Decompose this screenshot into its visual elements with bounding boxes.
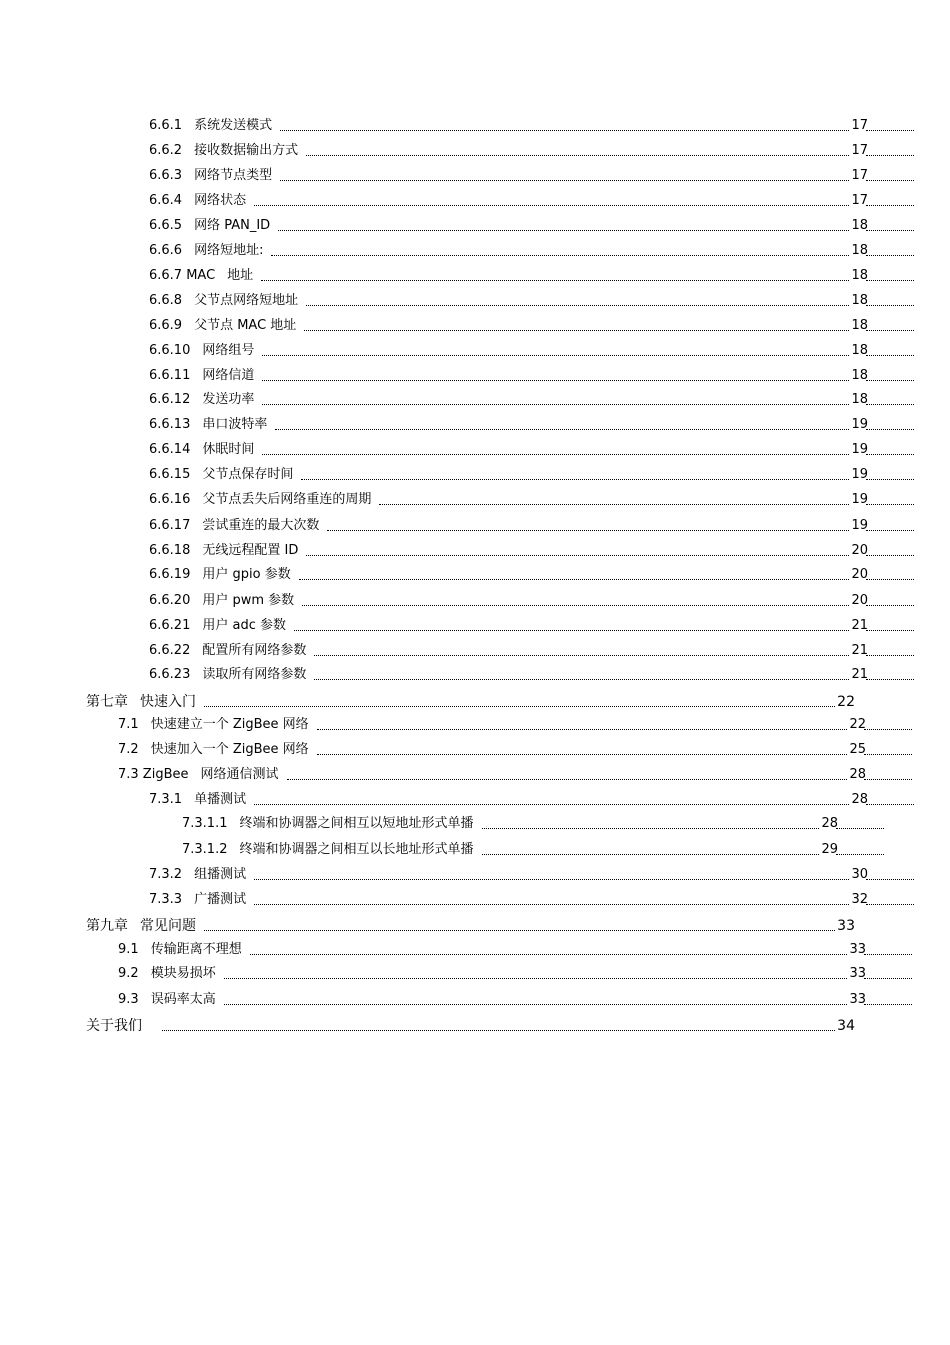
toc-entry-page: 33: [849, 966, 866, 981]
dot-leader: [224, 992, 848, 1005]
dot-leader: [262, 392, 849, 405]
toc-entry[interactable]: [149, 139, 914, 159]
dot-leader: [302, 593, 849, 606]
toc-entry[interactable]: [118, 962, 912, 982]
dot-leader-tail: [866, 593, 914, 606]
toc-entry[interactable]: [149, 463, 914, 483]
dot-leader: [379, 492, 849, 505]
toc-entry-number: 6.6.23: [149, 667, 191, 682]
toc-entry-title: 发送功率: [202, 392, 255, 407]
toc-entry[interactable]: [149, 413, 914, 433]
toc-entry-page: 18: [851, 243, 868, 258]
toc-entry[interactable]: [149, 364, 914, 384]
toc-entry-number: 9.3: [118, 992, 139, 1007]
dot-leader: [262, 368, 849, 381]
toc-entry[interactable]: [149, 614, 914, 634]
toc-entry-title: 父节点网络短地址: [194, 293, 299, 308]
toc-entry-page: 30: [851, 867, 868, 882]
toc-entry[interactable]: [149, 264, 914, 284]
toc-entry-number: 6.6.22: [149, 643, 191, 658]
dot-leader-tail: [864, 717, 912, 730]
toc-entry-page: 19: [851, 442, 868, 457]
toc-entry-title: 系统发送模式: [194, 118, 273, 133]
dot-leader: [314, 667, 849, 680]
dot-leader-tail: [866, 193, 914, 206]
dot-leader-tail: [866, 667, 914, 680]
dot-leader: [317, 742, 848, 755]
dot-leader-tail: [866, 567, 914, 580]
toc-entry-page: 21: [851, 618, 868, 633]
toc-entry-title: 地址: [227, 268, 254, 283]
toc-entry[interactable]: [149, 888, 914, 908]
dot-leader-tail: [864, 992, 912, 1005]
dot-leader-tail: [866, 417, 914, 430]
toc-entry[interactable]: [86, 1014, 855, 1034]
dot-leader: [301, 467, 849, 480]
toc-entry-page: 19: [851, 467, 868, 482]
dot-leader-tail: [866, 293, 914, 306]
toc-entry[interactable]: [149, 639, 914, 659]
toc-entry-title: 无线远程配置 ID: [202, 543, 299, 558]
toc-entry-title: 网络 PAN_ID: [194, 218, 271, 233]
toc-entry[interactable]: [149, 788, 914, 808]
dot-leader-tail: [836, 842, 884, 855]
toc-entry-page: 17: [851, 168, 868, 183]
toc-entry-number: 6.6.14: [149, 442, 191, 457]
toc-entry-title: 传输距离不理想: [150, 942, 242, 957]
toc-entry-page: 17: [851, 193, 868, 208]
dot-leader-tail: [866, 343, 914, 356]
toc-entry-number: 6.6.21: [149, 618, 191, 633]
toc-entry-title: 误码率太高: [150, 992, 216, 1007]
dot-leader-tail: [866, 218, 914, 231]
dot-leader: [314, 643, 849, 656]
toc-entry-page: 34: [837, 1018, 855, 1034]
toc-entry-title: 尝试重连的最大次数: [202, 518, 320, 533]
dot-leader-tail: [866, 618, 914, 631]
toc-entry-title: 网络组号: [202, 343, 255, 358]
toc-entry-title: 终端和协调器之间相互以长地址形式单播: [239, 842, 474, 857]
dot-leader-tail: [866, 392, 914, 405]
toc-entry-title: 快速加入一个 ZigBee 网络: [150, 742, 309, 757]
dot-leader: [482, 842, 820, 855]
dot-leader: [254, 792, 849, 805]
toc-entry-page: 33: [849, 992, 866, 1007]
toc-entry-page: 17: [851, 118, 868, 133]
toc-entry[interactable]: [149, 488, 914, 508]
toc-entry-page: 28: [821, 816, 838, 831]
toc-entry-page: 25: [849, 742, 866, 757]
toc-entry-page: 33: [849, 942, 866, 957]
toc-entry-title: 读取所有网络参数: [202, 667, 307, 682]
dot-leader-tail: [864, 966, 912, 979]
toc-entry-page: 28: [849, 767, 866, 782]
dot-leader-tail: [866, 543, 914, 556]
toc-entry-number: 6.6.13: [149, 417, 191, 432]
toc-entry-page: 18: [851, 343, 868, 358]
toc-entry-page: 18: [851, 268, 868, 283]
toc-entry[interactable]: [149, 539, 914, 559]
dot-leader-tail: [866, 492, 914, 505]
toc-entry-title: 配置所有网络参数: [202, 643, 307, 658]
toc-entry-number: 6.6.10: [149, 343, 191, 358]
dot-leader-tail: [866, 518, 914, 531]
toc-entry-title: 用户 adc 参数: [202, 618, 286, 633]
dot-leader: [299, 567, 850, 580]
toc-entry-page: 21: [851, 667, 868, 682]
toc-entry-number: 6.6.7 MAC: [149, 268, 216, 283]
dot-leader-tail: [864, 742, 912, 755]
toc-entry[interactable]: [118, 738, 912, 758]
dot-leader: [204, 694, 835, 707]
toc-entry-number: 6.6.8: [149, 293, 183, 308]
dot-leader: [254, 867, 849, 880]
dot-leader: [306, 293, 849, 306]
toc-entry-number: 第九章: [86, 918, 128, 934]
toc-entry-page: 18: [851, 368, 868, 383]
dot-leader-tail: [866, 243, 914, 256]
toc-entry-number: 6.6.3: [149, 168, 183, 183]
dot-leader: [250, 942, 848, 955]
toc-entry-number: 6.6.18: [149, 543, 191, 558]
dot-leader-tail: [836, 816, 884, 829]
dot-leader-tail: [866, 318, 914, 331]
toc-entry-page: 19: [851, 518, 868, 533]
toc-entry[interactable]: [86, 690, 855, 710]
toc-entry-title: 用户 pwm 参数: [202, 593, 295, 608]
dot-leader: [254, 193, 849, 206]
dot-leader: [294, 618, 849, 631]
toc-entry-page: 29: [821, 842, 838, 857]
toc-entry[interactable]: [182, 812, 884, 832]
dot-leader: [306, 543, 849, 556]
toc-entry-number: 7.3 ZigBee: [118, 767, 189, 782]
toc-entry-page: 32: [851, 892, 868, 907]
dot-leader-tail: [866, 643, 914, 656]
dot-leader: [280, 118, 849, 131]
toc-entry-number: 6.6.4: [149, 193, 183, 208]
dot-leader: [275, 417, 849, 430]
toc-entry[interactable]: [149, 114, 914, 134]
toc-entry-number: 6.6.12: [149, 392, 191, 407]
toc-entry-title: 用户 gpio 参数: [202, 567, 291, 582]
toc-entry-page: 22: [837, 694, 855, 710]
toc-entry-page: 33: [837, 918, 855, 934]
toc-entry[interactable]: [149, 563, 914, 583]
toc-entry-number: 9.2: [118, 966, 139, 981]
toc-entry-title: 组播测试: [194, 867, 247, 882]
toc-entry-number: 6.6.5: [149, 218, 183, 233]
toc-entry[interactable]: [149, 339, 914, 359]
dot-leader-tail: [866, 168, 914, 181]
toc-entry-page: 28: [851, 792, 868, 807]
dot-leader-tail: [866, 268, 914, 281]
toc-entry[interactable]: [149, 589, 914, 609]
toc-entry-page: 18: [851, 318, 868, 333]
toc-entry-number: 7.1: [118, 717, 139, 732]
toc-entry-page: 18: [851, 293, 868, 308]
toc-entry[interactable]: [149, 189, 914, 209]
toc-entry-title: 快速建立一个 ZigBee 网络: [150, 717, 309, 732]
toc-entry-number: 6.6.16: [149, 492, 191, 507]
toc-entry[interactable]: [149, 314, 914, 334]
toc-entry-number: 6.6.19: [149, 567, 191, 582]
toc-entry-number: 7.3.1.2: [182, 842, 228, 857]
dot-leader: [304, 318, 849, 331]
toc-entry-number: 7.3.2: [149, 867, 183, 882]
toc-entry-page: 18: [851, 218, 868, 233]
toc-entry-number: 6.6.11: [149, 368, 191, 383]
toc-entry[interactable]: [149, 289, 914, 309]
dot-leader: [271, 243, 849, 256]
toc-entry-number: 6.6.15: [149, 467, 191, 482]
toc-entry[interactable]: [149, 239, 914, 259]
toc-entry-number: 7.2: [118, 742, 139, 757]
toc-entry-number: 第七章: [86, 694, 128, 710]
dot-leader: [261, 268, 849, 281]
toc-entry-title: 单播测试: [194, 792, 247, 807]
dot-leader-tail: [866, 118, 914, 131]
dot-leader: [224, 966, 848, 979]
dot-leader: [287, 767, 848, 780]
toc-entry-title: 父节点 MAC 地址: [194, 318, 297, 333]
toc-entry[interactable]: [149, 438, 914, 458]
toc-entry-number: 7.3.3: [149, 892, 183, 907]
toc-entry-title: 常见问题: [140, 918, 196, 934]
toc-entry-page: 21: [851, 643, 868, 658]
toc-entry-number: 6.6.1: [149, 118, 183, 133]
dot-leader: [254, 892, 849, 905]
toc-entry[interactable]: [118, 713, 912, 733]
toc-entry-page: 20: [851, 593, 868, 608]
toc-entry-page: 19: [851, 492, 868, 507]
toc-entry[interactable]: [149, 164, 914, 184]
dot-leader: [204, 918, 835, 931]
toc-entry-number: 9.1: [118, 942, 139, 957]
toc-entry-title: 网络信道: [202, 368, 255, 383]
toc-entry-title: 终端和协调器之间相互以短地址形式单播: [239, 816, 474, 831]
toc-entry[interactable]: [118, 988, 912, 1008]
toc-entry-number: 7.3.1: [149, 792, 183, 807]
toc-entry-title: 广播测试: [194, 892, 247, 907]
toc-entry-title: 快速入门: [140, 694, 196, 710]
dot-leader: [317, 717, 848, 730]
toc-entry-page: 18: [851, 392, 868, 407]
toc-entry-number: 关于我们: [86, 1018, 142, 1034]
dot-leader: [262, 442, 849, 455]
toc-entry-page: 20: [851, 543, 868, 558]
dot-leader-tail: [864, 767, 912, 780]
toc-entry-page: 20: [851, 567, 868, 582]
dot-leader: [327, 518, 849, 531]
toc-entry-title: 休眠时间: [202, 442, 255, 457]
dot-leader: [306, 143, 849, 156]
dot-leader-tail: [866, 792, 914, 805]
toc-entry[interactable]: [86, 914, 855, 934]
dot-leader-tail: [866, 143, 914, 156]
toc-entry[interactable]: [149, 214, 914, 234]
dot-leader-tail: [866, 368, 914, 381]
toc-entry-number: 6.6.6: [149, 243, 183, 258]
toc-entry[interactable]: [149, 514, 914, 534]
toc-entry-title: 父节点保存时间: [202, 467, 294, 482]
toc-entry-number: 6.6.9: [149, 318, 183, 333]
toc-entry-title: 串口波特率: [202, 417, 268, 432]
toc-entry-title: 网络状态: [194, 193, 247, 208]
toc-entry[interactable]: [149, 863, 914, 883]
dot-leader: [280, 168, 849, 181]
toc-entry[interactable]: [149, 388, 914, 408]
dot-leader-tail: [866, 867, 914, 880]
dot-leader-tail: [866, 892, 914, 905]
toc-entry-page: 22: [849, 717, 866, 732]
dot-leader: [262, 343, 849, 356]
toc-entry-title: 网络通信测试: [200, 767, 279, 782]
toc-entry-number: 6.6.17: [149, 518, 191, 533]
toc-entry-title: 模块易损坏: [150, 966, 216, 981]
dot-leader: [162, 1018, 835, 1031]
toc-entry-number: 6.6.2: [149, 143, 183, 158]
dot-leader: [278, 218, 849, 231]
dot-leader-tail: [866, 442, 914, 455]
toc-entry[interactable]: [149, 663, 914, 683]
toc-entry[interactable]: [118, 938, 912, 958]
toc-entry-title: 父节点丢失后网络重连的周期: [202, 492, 372, 507]
toc-entry-title: 网络短地址:: [194, 243, 264, 258]
dot-leader: [482, 816, 820, 829]
dot-leader-tail: [866, 467, 914, 480]
toc-entry-title: 接收数据输出方式: [194, 143, 299, 158]
toc-entry[interactable]: [118, 763, 912, 783]
toc-entry[interactable]: [182, 838, 884, 858]
toc-entry-page: 19: [851, 417, 868, 432]
toc-entry-number: 6.6.20: [149, 593, 191, 608]
dot-leader-tail: [864, 942, 912, 955]
toc-entry-title: 网络节点类型: [194, 168, 273, 183]
toc-entry-page: 17: [851, 143, 868, 158]
toc-entry-number: 7.3.1.1: [182, 816, 228, 831]
